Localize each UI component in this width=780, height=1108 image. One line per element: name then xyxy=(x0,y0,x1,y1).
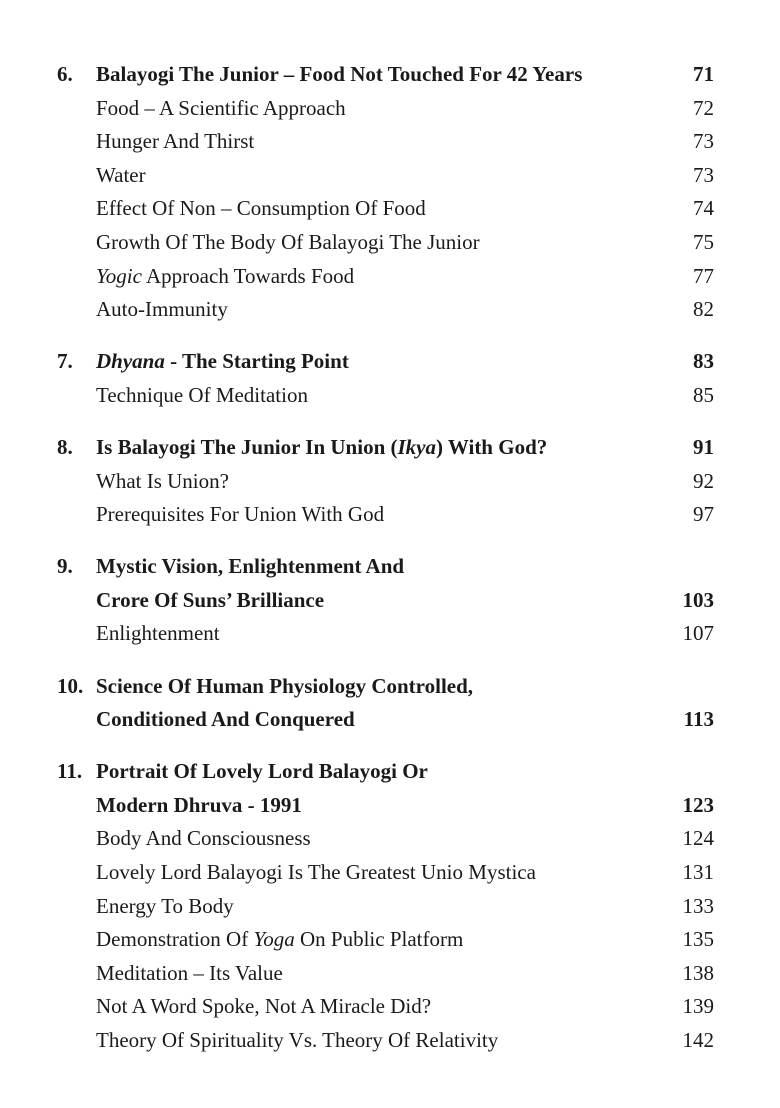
title-segment: Modern Dhruva - 1991 xyxy=(96,792,302,817)
subsection-row xyxy=(0,890,780,924)
subsection-row xyxy=(0,293,780,327)
chapter-number: 11. xyxy=(57,759,83,784)
chapter-heading-row xyxy=(0,345,780,379)
chapter-page-number: 83 xyxy=(693,349,714,374)
chapter-title xyxy=(96,58,582,92)
italic-term: Yoga xyxy=(253,927,295,952)
subsection-page-number: 138 xyxy=(682,960,714,985)
title-segment: What Is Union? xyxy=(96,468,229,493)
subsection-row xyxy=(0,1024,780,1058)
title-segment: Body And Consciousness xyxy=(96,826,311,851)
subsection-page-number: 131 xyxy=(682,859,714,884)
title-segment: Demonstration Of xyxy=(96,927,254,952)
subsection-title xyxy=(96,923,463,957)
subsection-page-number: 97 xyxy=(693,502,714,527)
chapter-page-number: 123 xyxy=(682,792,714,817)
subsection-row xyxy=(0,498,780,532)
chapter-heading-row xyxy=(0,431,780,465)
subsection-title xyxy=(96,92,346,126)
subsection-title xyxy=(96,890,234,924)
subsection-page-number: 72 xyxy=(693,95,714,120)
chapter-page-number: 113 xyxy=(683,707,714,732)
italic-term: Yogic xyxy=(96,263,142,288)
title-segment: Not A Word Spoke, Not A Miracle Did? xyxy=(96,994,432,1019)
subsection-row xyxy=(0,159,780,193)
chapter-section xyxy=(0,670,780,737)
subsection-row xyxy=(0,379,780,413)
subsection-page-number: 85 xyxy=(693,382,714,407)
chapter-title xyxy=(96,584,324,618)
subsection-row xyxy=(0,957,780,991)
chapter-number: 6. xyxy=(57,62,73,86)
subsection-page-number: 82 xyxy=(693,297,714,322)
title-segment: Energy To Body xyxy=(96,893,234,918)
title-segment: Growth Of The Body Of Balayogi The Junior xyxy=(96,229,480,254)
subsection-page-number: 142 xyxy=(682,1027,714,1052)
chapter-title xyxy=(96,670,473,704)
chapter-section xyxy=(0,550,780,651)
subsection-title xyxy=(96,498,384,532)
title-segment: Hunger And Thirst xyxy=(96,129,255,154)
title-segment: On Public Platform xyxy=(294,927,464,952)
subsection-title xyxy=(96,159,146,193)
chapter-title xyxy=(96,550,404,584)
subsection-title xyxy=(96,957,283,991)
subsection-page-number: 124 xyxy=(682,826,714,851)
chapter-heading-row xyxy=(0,755,780,789)
subsection-page-number: 73 xyxy=(693,162,714,187)
chapter-title xyxy=(96,345,349,379)
chapter-heading-row xyxy=(0,789,780,823)
italic-term: Dhyana xyxy=(96,349,165,374)
subsection-title xyxy=(96,226,480,260)
chapter-number: 10. xyxy=(57,673,84,698)
title-segment: Food – A Scientific Approach xyxy=(96,95,346,120)
title-segment: Theory Of Spirituality Vs. Theory Of Relativity xyxy=(96,1027,499,1052)
title-segment: Effect Of Non – Consumption Of Food xyxy=(96,196,426,221)
subsection-page-number: 92 xyxy=(693,468,714,493)
subsection-page-number: 107 xyxy=(682,621,714,646)
title-segment: Is Balayogi The Junior In Union ( xyxy=(96,434,398,459)
subsection-row xyxy=(0,260,780,294)
subsection-title xyxy=(96,379,308,413)
title-segment: ) With God? xyxy=(436,434,548,459)
chapter-page-number: 91 xyxy=(693,434,714,459)
chapter-title xyxy=(96,755,428,789)
chapter-section xyxy=(0,58,780,327)
subsection-title xyxy=(96,990,431,1024)
subsection-page-number: 74 xyxy=(693,196,714,221)
chapter-number: 9. xyxy=(57,554,73,579)
chapter-heading-row xyxy=(0,670,780,704)
subsection-title xyxy=(96,822,311,856)
subsection-row xyxy=(0,465,780,499)
subsection-title xyxy=(96,125,254,159)
subsection-row xyxy=(0,125,780,159)
subsection-row xyxy=(0,226,780,260)
chapter-title xyxy=(96,431,547,465)
subsection-title xyxy=(96,617,220,651)
subsection-title xyxy=(96,192,426,226)
chapter-section xyxy=(0,755,780,1057)
title-segment: Balayogi The Junior – Food Not Touched For 42 Years xyxy=(96,62,583,86)
subsection-row xyxy=(0,822,780,856)
subsection-row xyxy=(0,192,780,226)
subsection-row xyxy=(0,856,780,890)
subsection-page-number: 73 xyxy=(693,129,714,154)
title-segment: Prerequisites For Union With God xyxy=(96,502,385,527)
title-segment: Conditioned And Conquered xyxy=(96,707,355,732)
title-segment: Lovely Lord Balayogi Is The Greatest Unio Mystica xyxy=(96,859,536,884)
subsection-title xyxy=(96,856,536,890)
title-segment: Auto-Immunity xyxy=(96,297,228,322)
subsection-title xyxy=(96,1024,498,1058)
title-segment: - The Starting Point xyxy=(164,349,349,374)
chapter-heading-row xyxy=(0,550,780,584)
subsection-row xyxy=(0,617,780,651)
title-segment: Crore Of Suns’ Brilliance xyxy=(96,587,325,612)
title-segment: Water xyxy=(96,162,146,187)
title-segment: Approach Towards Food xyxy=(141,263,355,288)
subsection-page-number: 75 xyxy=(693,229,714,254)
subsection-title xyxy=(96,260,354,294)
subsection-title xyxy=(96,465,229,499)
subsection-row xyxy=(0,923,780,957)
subsection-row xyxy=(0,990,780,1024)
chapter-page-number: 71 xyxy=(693,62,714,86)
chapter-heading-row xyxy=(0,58,780,92)
subsection-page-number: 135 xyxy=(682,927,714,952)
subsection-title xyxy=(96,293,228,327)
subsection-page-number: 133 xyxy=(682,893,714,918)
title-segment: Enlightenment xyxy=(96,621,220,646)
chapter-title xyxy=(96,789,302,823)
chapter-title xyxy=(96,703,355,737)
chapter-number: 8. xyxy=(57,434,73,459)
italic-term: Ikya xyxy=(397,434,436,459)
chapter-page-number: 103 xyxy=(682,587,714,612)
title-segment: Science Of Human Physiology Controlled, xyxy=(96,673,474,698)
chapter-number: 7. xyxy=(57,349,73,374)
subsection-page-number: 77 xyxy=(693,263,714,288)
chapter-heading-row xyxy=(0,584,780,618)
title-segment: Meditation – Its Value xyxy=(96,960,283,985)
title-segment: Portrait Of Lovely Lord Balayogi Or xyxy=(96,759,428,784)
subsection-row xyxy=(0,92,780,126)
table-of-contents xyxy=(0,58,780,1076)
title-segment: Technique Of Meditation xyxy=(96,382,308,407)
chapter-section xyxy=(0,431,780,532)
chapter-heading-row xyxy=(0,703,780,737)
chapter-section xyxy=(0,345,780,412)
subsection-page-number: 139 xyxy=(682,994,714,1019)
title-segment: Mystic Vision, Enlightenment And xyxy=(96,554,405,579)
